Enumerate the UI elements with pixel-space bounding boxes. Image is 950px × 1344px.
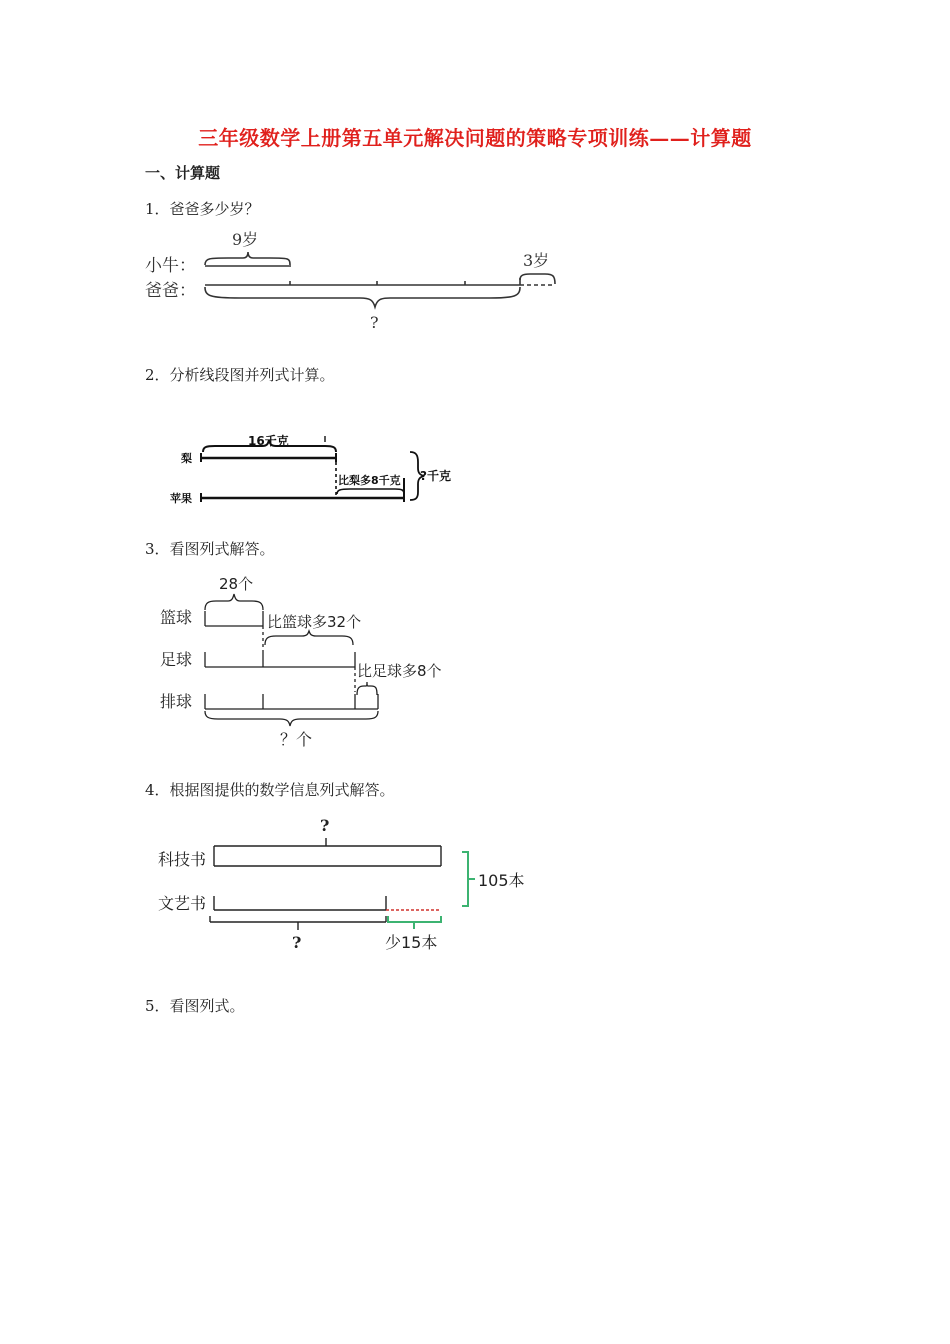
question-3-text: 3．看图列式解答。 <box>145 540 275 558</box>
q3-row1-label: 篮球 <box>160 608 193 627</box>
q3-diff2-brace <box>357 682 377 695</box>
q2-row1-label: 梨 <box>181 452 192 465</box>
q4-total-bracket <box>462 852 468 906</box>
question-5-text: 5．看图列式。 <box>145 997 245 1015</box>
q2-total-label: ?千克 <box>420 469 451 483</box>
q1-row2-label: 爸爸： <box>145 281 196 301</box>
q3-top-brace <box>205 594 263 610</box>
q4-less-bracket <box>388 916 441 922</box>
q2-diff-label: 比梨多8千克 <box>338 474 401 487</box>
section-heading: 一、计算题 <box>145 164 221 182</box>
q2-diff-brace <box>337 489 404 494</box>
q2-right-brace <box>410 452 424 500</box>
q1-top-brace <box>205 252 290 265</box>
q1-row1-label: 小牛： <box>145 256 196 276</box>
question-4-text: 4．根据图提供的数学信息列式解答。 <box>145 781 395 799</box>
q1-bottom-label: ? <box>370 313 379 332</box>
question-2-text: 2．分析线段图并列式计算。 <box>145 366 335 384</box>
q3-top-label: 28个 <box>219 575 254 593</box>
q3-row3-label: 排球 <box>160 692 193 711</box>
q1-top-brace-label: 9岁 <box>232 230 259 249</box>
q3-bottom-brace <box>205 711 378 726</box>
page-title: 三年级数学上册第五单元解决问题的策略专项训练——计算题 <box>198 126 752 150</box>
q4-less-label: 少15本 <box>385 933 438 952</box>
q3-diff1-brace <box>265 631 353 645</box>
q4-bottom-label: ? <box>292 933 302 952</box>
q2-top-label: 16千克 <box>248 434 289 448</box>
question-1-text: 1．爸爸多少岁？ <box>145 200 260 218</box>
q4-top-label: ? <box>320 816 330 835</box>
q3-diff1-label: 比篮球多32个 <box>267 613 362 631</box>
q3-bottom-label: ？个 <box>280 730 313 749</box>
q4-row2-label: 文艺书 <box>158 894 207 913</box>
q4-row1-label: 科技书 <box>158 850 207 869</box>
q2-top-brace <box>203 440 336 452</box>
q3-row2-label: 足球 <box>160 650 193 669</box>
q2-row2-label: 苹果 <box>170 492 192 505</box>
q3-diff2-label: 比足球多8个 <box>357 662 442 680</box>
q4-total-label: 105本 <box>478 871 525 890</box>
q1-bottom-brace <box>205 287 520 307</box>
q1-small-brace <box>520 274 555 284</box>
q1-extra-label: 3岁 <box>523 251 550 270</box>
